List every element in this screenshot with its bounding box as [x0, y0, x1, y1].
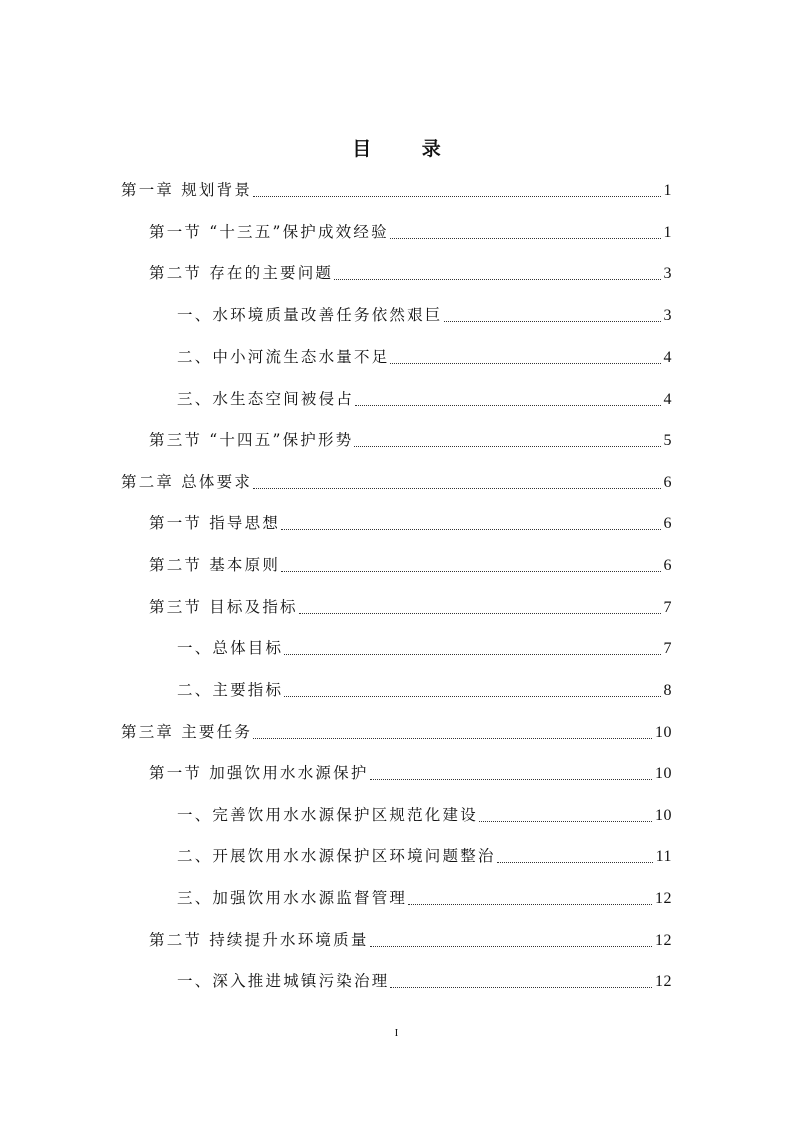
dot-leader — [253, 487, 660, 489]
toc-entry-page: 10 — [655, 807, 672, 824]
toc-entry-page: 7 — [663, 599, 672, 616]
toc-entry-label: 一、完善饮用水水源保护区规范化建设 — [177, 806, 478, 824]
dot-leader — [497, 861, 653, 863]
dot-leader — [479, 820, 652, 822]
dot-leader — [408, 903, 652, 905]
dot-leader — [281, 570, 660, 572]
toc-entry-chapter-3[interactable] — [121, 720, 672, 744]
toc-entry-page: 10 — [655, 724, 672, 741]
toc-entry-label: 第三章 主要任务 — [121, 723, 253, 741]
dot-leader — [390, 362, 660, 364]
toc-entry-page: 11 — [655, 848, 672, 865]
dot-leader — [370, 778, 652, 780]
toc-title: 目 录 — [352, 138, 463, 160]
toc-entry-page: 12 — [655, 973, 672, 990]
dot-leader — [334, 278, 660, 280]
page-number-footer: I — [394, 1027, 399, 1039]
toc-entry-ch1-sec2[interactable] — [149, 261, 672, 285]
toc-entry-page: 12 — [655, 932, 672, 949]
toc-entry-label: 第三节 “十四五”保护形势 — [149, 431, 354, 449]
toc-entry-page: 6 — [663, 515, 672, 532]
toc-entry-label: 二、开展饮用水水源保护区环境问题整治 — [177, 847, 496, 865]
toc-entry-ch2-sec3-item2[interactable] — [177, 678, 672, 702]
toc-entry-ch3-sec1-item1[interactable] — [177, 803, 672, 827]
toc-entry-page: 1 — [663, 224, 672, 241]
toc-entry-page: 4 — [663, 349, 672, 366]
toc-entry-label: 第一节 指导思想 — [149, 514, 281, 532]
toc-entry-label: 一、深入推进城镇污染治理 — [177, 972, 390, 990]
dot-leader — [284, 695, 660, 697]
toc-entry-ch1-sec3[interactable] — [149, 428, 672, 452]
toc-entry-label: 第二节 基本原则 — [149, 556, 281, 574]
toc-entry-label: 第三节 目标及指标 — [149, 598, 298, 616]
toc-entry-ch1-sec2-item1[interactable] — [177, 303, 672, 327]
toc-entry-label: 三、加强饮用水水源监督管理 — [177, 889, 408, 907]
toc-entry-page: 7 — [663, 640, 672, 657]
toc-entry-label: 三、水生态空间被侵占 — [177, 390, 355, 408]
toc-entry-chapter-2[interactable] — [121, 470, 672, 494]
toc-entry-page: 6 — [663, 474, 672, 491]
toc-entry-page: 3 — [663, 265, 672, 282]
dot-leader — [284, 653, 660, 655]
toc-entry-chapter-1[interactable] — [121, 178, 672, 202]
toc-entry-ch1-sec2-item3[interactable] — [177, 387, 672, 411]
toc-entry-label: 一、总体目标 — [177, 639, 284, 657]
toc-entry-page: 8 — [663, 682, 672, 699]
toc-entry-label: 第一节 “十三五”保护成效经验 — [149, 223, 389, 241]
toc-entry-ch3-sec1-item3[interactable] — [177, 886, 672, 910]
dot-leader — [354, 445, 660, 447]
toc-entry-ch3-sec1[interactable] — [149, 761, 672, 785]
toc-entry-ch2-sec1[interactable] — [149, 511, 672, 535]
toc-entry-label: 一、水环境质量改善任务依然艰巨 — [177, 306, 443, 324]
toc-entry-ch3-sec2-item1[interactable] — [177, 969, 672, 993]
toc-entry-label: 二、中小河流生态水量不足 — [177, 348, 390, 366]
toc-entry-label: 第二节 持续提升水环境质量 — [149, 931, 369, 949]
toc-entry-page: 1 — [663, 182, 672, 199]
dot-leader — [390, 986, 652, 988]
toc-entry-label: 第二章 总体要求 — [121, 473, 253, 491]
dot-leader — [299, 612, 661, 614]
toc-entry-label: 第二节 存在的主要问题 — [149, 264, 334, 282]
toc-entry-page: 6 — [663, 557, 672, 574]
toc-entry-label: 第一节 加强饮用水水源保护 — [149, 764, 369, 782]
toc-entry-ch1-sec2-item2[interactable] — [177, 345, 672, 369]
dot-leader — [253, 737, 652, 739]
dot-leader — [355, 404, 660, 406]
dot-leader — [370, 945, 652, 947]
toc-entry-page: 5 — [663, 432, 672, 449]
dot-leader — [253, 195, 660, 197]
toc-entry-page: 3 — [663, 307, 672, 324]
toc-entry-ch3-sec1-item2[interactable] — [177, 844, 672, 868]
dot-leader — [444, 320, 661, 322]
toc-entry-ch2-sec2[interactable] — [149, 553, 672, 577]
toc-entry-page: 12 — [655, 890, 672, 907]
toc-entry-page: 4 — [663, 391, 672, 408]
toc-entry-ch1-sec1[interactable] — [149, 220, 672, 244]
dot-leader — [281, 528, 660, 530]
dot-leader — [390, 237, 661, 239]
toc-entry-ch2-sec3[interactable] — [149, 595, 672, 619]
toc-entry-ch3-sec2[interactable] — [149, 928, 672, 952]
toc-entry-page: 10 — [655, 765, 672, 782]
toc-entry-ch2-sec3-item1[interactable] — [177, 636, 672, 660]
toc-entry-label: 二、主要指标 — [177, 681, 284, 699]
toc-entry-label: 第一章 规划背景 — [121, 181, 253, 199]
